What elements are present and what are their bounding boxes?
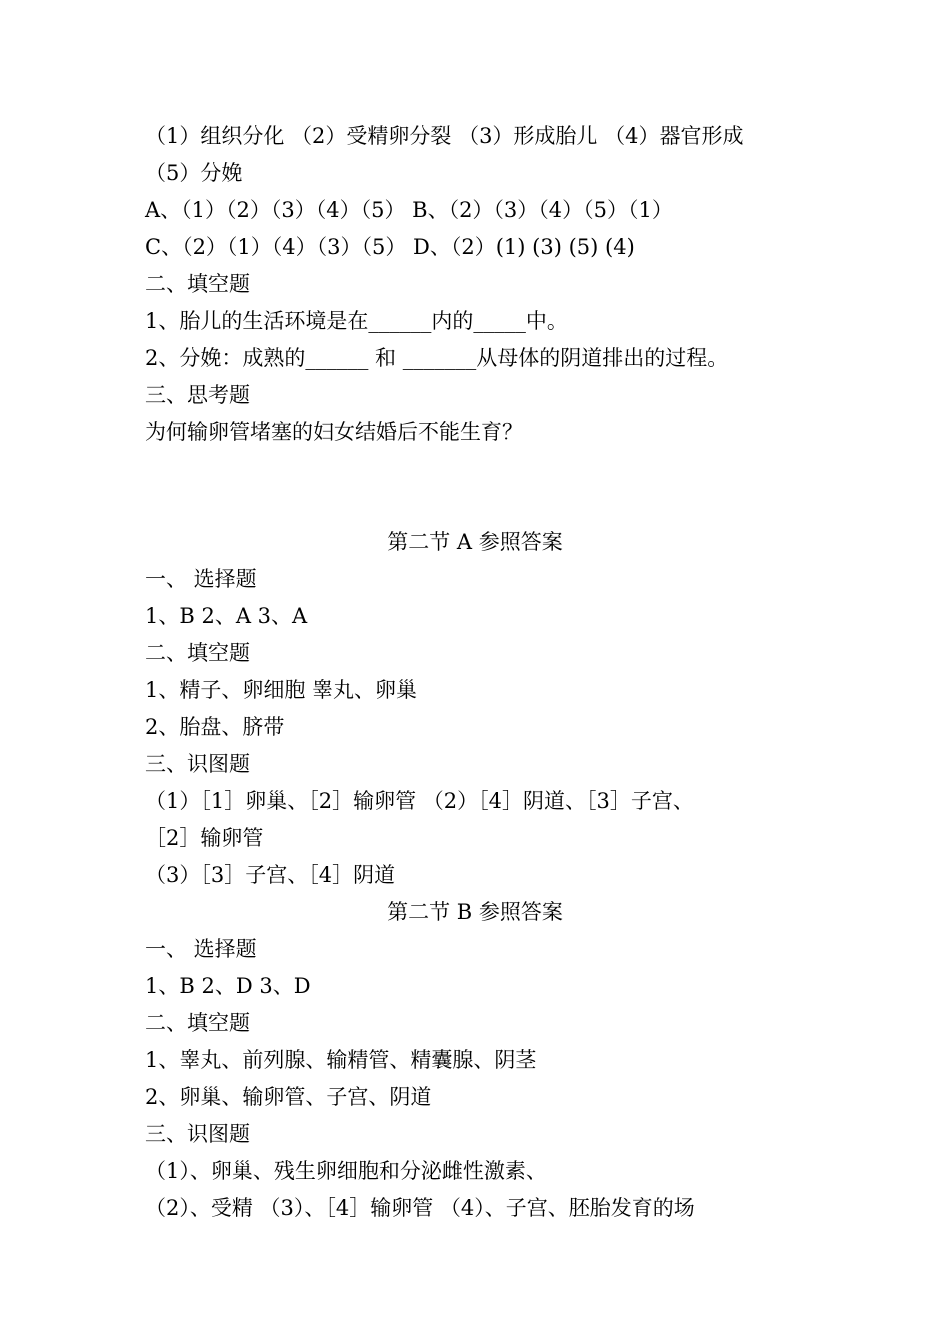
section-heading: 三、识图题: [145, 752, 250, 776]
answer-choices-line: A、（1）（2）（3）（4）（5） B、（2）（3）（4）（5）（1）: [145, 198, 673, 222]
answer-line: ［2］输卵管: [145, 826, 264, 850]
fill-blank-question: 2、分娩：成熟的______ 和 _______从母体的阴道排出的过程。: [145, 346, 729, 370]
answer-line: 2、卵巢、输卵管、子宫、阴道: [145, 1085, 432, 1109]
section-heading: 一、 选择题: [145, 567, 257, 591]
answer-line: （3）［3］子宫、［4］阴道: [145, 863, 396, 887]
answer-line: （1）、卵巢、残生卵细胞和分泌雌性激素、: [145, 1159, 547, 1183]
section-heading: 二、填空题: [145, 641, 250, 665]
fill-blank-question: 1、胎儿的生活环境是在______内的_____中。: [145, 309, 568, 333]
answer-title: 第二节 B 参照答案: [387, 900, 563, 924]
answer-title: 第二节 A 参照答案: [387, 530, 563, 554]
answer-line: 2、胎盘、脐带: [145, 715, 285, 739]
thinking-question: 为何输卵管堵塞的妇女结婚后不能生育？: [145, 420, 523, 444]
question-options-line: （1）组织分化 （2）受精卵分裂 （3）形成胎儿 （4）器官形成: [145, 124, 744, 148]
answer-line: 1、B 2、A 3、A: [145, 604, 308, 628]
section-heading: 三、识图题: [145, 1122, 250, 1146]
answer-line: 1、睾丸、前列腺、输精管、精囊腺、阴茎: [145, 1048, 537, 1072]
answer-line: 1、精子、卵细胞 睾丸、卵巢: [145, 678, 418, 702]
answer-line: （2）、受精 （3）、［4］输卵管 （4）、子宫、胚胎发育的场: [145, 1196, 695, 1220]
section-heading: 一、 选择题: [145, 937, 257, 961]
answer-choices-line: C、（2）（1）（4）（3）（5） D、（2）(1) (3) (5) (4): [145, 235, 635, 259]
answer-line: （1）［1］卵巢、［2］输卵管 （2）［4］阴道、［3］子宫、: [145, 789, 694, 813]
section-heading: 三、思考题: [145, 383, 250, 407]
answer-line: 1、B 2、D 3、D: [145, 974, 311, 998]
section-heading: 二、填空题: [145, 272, 250, 296]
question-options-line: （5）分娩: [145, 161, 243, 185]
section-heading: 二、填空题: [145, 1011, 250, 1035]
